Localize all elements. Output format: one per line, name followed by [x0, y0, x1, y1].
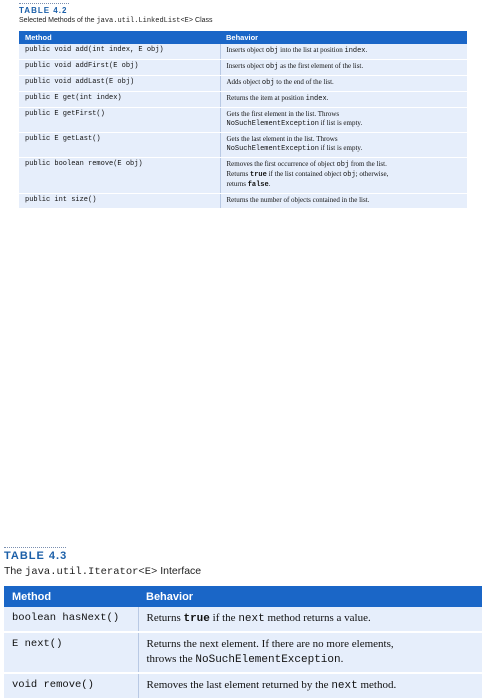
table-label-divider	[19, 3, 69, 4]
table-row	[4, 632, 482, 673]
code-term: obj	[261, 79, 275, 87]
table-row	[4, 673, 482, 699]
table-row	[19, 92, 467, 108]
code-term: NoSuchElementException	[195, 654, 341, 666]
table-row	[19, 194, 467, 209]
code-term: obj	[265, 47, 279, 55]
table-header-row	[4, 586, 482, 607]
table-caption	[4, 565, 201, 578]
method-behavior: Returns the next element. If there are no more elements, throws the NoSuchElementException.	[138, 632, 482, 673]
method-behavior: Removes the first occurrence of object obj from the list. Returns true if the list contained object obj; otherwise, returns false.	[220, 158, 467, 194]
caption-text: The	[4, 565, 26, 577]
method-signature: public E getFirst()	[19, 108, 220, 133]
caption-code: java.util.LinkedList<E>	[96, 17, 194, 25]
method-signature: public E get(int index)	[19, 92, 220, 108]
table-caption	[19, 17, 213, 25]
method-signature: public boolean remove(E obj)	[19, 158, 220, 194]
code-term: index	[305, 95, 327, 103]
caption-text: Class	[193, 17, 213, 24]
code-term: next	[238, 613, 265, 625]
caption-text: Selected Methods of the	[19, 17, 97, 24]
code-term: NoSuchElementException	[226, 120, 319, 128]
code-term: next	[331, 680, 358, 692]
table-label: TABLE 4.2	[19, 6, 68, 15]
table-row	[19, 158, 467, 194]
method-signature: void remove()	[4, 673, 138, 699]
method-behavior: Removes the last element returned by the next method.	[138, 673, 482, 699]
header-behavior: Behavior	[138, 586, 482, 607]
table-row	[19, 44, 467, 60]
method-signature: public void addLast(E obj)	[19, 76, 220, 92]
table-row	[19, 76, 467, 92]
table-row	[4, 607, 482, 632]
method-signature: public E getLast()	[19, 133, 220, 158]
table-row	[19, 108, 467, 133]
method-behavior: Returns the item at position index.	[220, 92, 467, 108]
code-term: obj	[343, 171, 356, 179]
code-term: NoSuchElementException	[226, 145, 319, 153]
method-signature: E next()	[4, 632, 138, 673]
code-term: index	[344, 47, 366, 55]
keyword-term: true	[250, 171, 267, 179]
caption-code: java.util.Iterator<E>	[25, 566, 158, 578]
header-behavior: Behavior	[220, 31, 467, 44]
method-behavior: Gets the first element in the list. Throws NoSuchElementException if list is empty.	[220, 108, 467, 133]
method-behavior: Gets the last element in the list. Throws NoSuchElementException if list is empty.	[220, 133, 467, 158]
method-signature: boolean hasNext()	[4, 607, 138, 632]
header-method: Method	[4, 586, 138, 607]
table-label-divider	[4, 547, 66, 548]
method-signature: public void add(int index, E obj)	[19, 44, 220, 60]
header-method: Method	[19, 31, 220, 44]
table-header-row	[19, 31, 467, 44]
table-row	[19, 60, 467, 76]
method-behavior: Adds object obj to the end of the list.	[220, 76, 467, 92]
code-term: obj	[336, 161, 350, 169]
method-behavior: Inserts object obj as the first element of the list.	[220, 60, 467, 76]
method-behavior: Returns the number of objects contained in the list.	[220, 194, 467, 209]
iterator-methods-table	[4, 586, 482, 700]
table-label: TABLE 4.3	[4, 550, 68, 562]
table-row	[19, 133, 467, 158]
methods-table	[19, 31, 467, 209]
method-signature: public int size()	[19, 194, 220, 209]
code-term: obj	[265, 63, 279, 71]
keyword-term: true	[183, 613, 210, 625]
method-signature: public void addFirst(E obj)	[19, 60, 220, 76]
caption-text: Interface	[157, 565, 202, 577]
method-behavior: Returns true if the next method returns a value.	[138, 607, 482, 632]
method-behavior: Inserts object obj into the list at position index.	[220, 44, 467, 60]
keyword-term: false	[247, 181, 269, 189]
